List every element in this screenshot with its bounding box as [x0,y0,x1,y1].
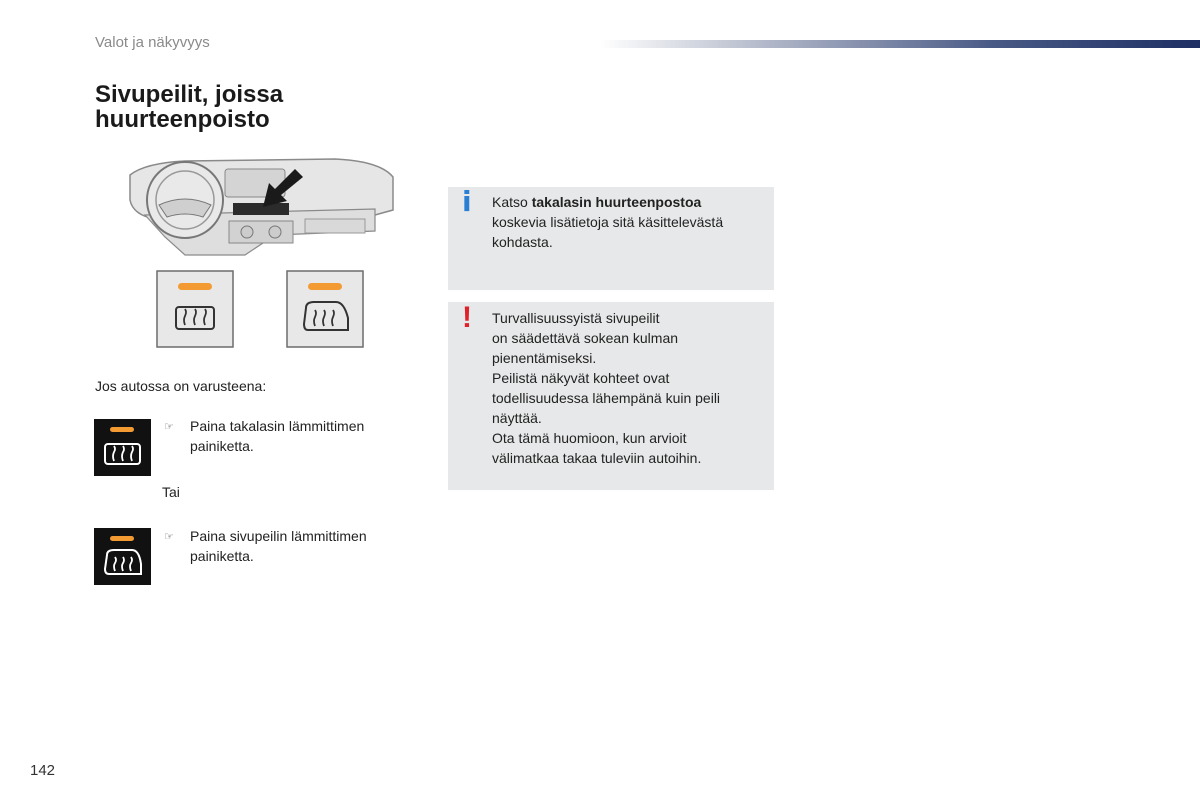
warning-line: välimatkaa takaa tuleviin autoihin. [492,450,702,466]
info-link-text: takalasin huurteenpostoa [531,194,702,210]
info-icon: i [462,185,472,218]
page-title: Sivupeilit, joissa huurteenpoisto [95,81,284,133]
warning-line: todellisuudessa lähempänä kuin peili [492,390,721,406]
step-text: Paina sivupeilin lämmittimen painiketta. [190,528,367,564]
warning-line: näyttää. [492,410,542,426]
mirror-defrost-icon [94,528,151,585]
info-note-text [492,192,760,252]
section-title: Valot ja näkyvyys [95,34,210,51]
warning-line: Turvallisuussyistä sivupeilit [492,310,660,326]
step-rear-defrost [164,416,394,456]
intro-text: Jos autossa on varusteena: [95,378,267,394]
rear-window-defrost-icon [94,419,151,476]
warning-note-text [492,308,760,468]
page-number: 142 [30,762,56,779]
pointer-icon: ☞ [164,421,174,433]
separator-text: Tai [162,484,180,500]
warning-icon: ! [462,301,472,334]
info-rest: koskevia lisätietoja sitä käsittelevästä kohdasta. [492,214,724,250]
mirror-defrost-button-illustration [286,270,364,348]
warning-line: pienentämiseksi. [492,350,597,366]
dashboard-illustration [125,155,397,265]
header-bar [600,40,1200,48]
warning-line: Peilistä näkyvät kohteet ovat [492,370,670,386]
warning-note [448,302,774,490]
warning-line: on säädettävä sokean kulman [492,330,679,346]
step-text: Paina takalasin lämmittimen painiketta. [190,418,365,454]
warning-line: Ota tämä huomioon, kun arvioit [492,430,687,446]
pointer-icon: ☞ [164,531,174,543]
step-mirror-defrost [164,526,394,566]
info-note [448,187,774,290]
info-prefix: Katso [492,194,532,210]
rear-defrost-button-illustration [156,270,234,348]
